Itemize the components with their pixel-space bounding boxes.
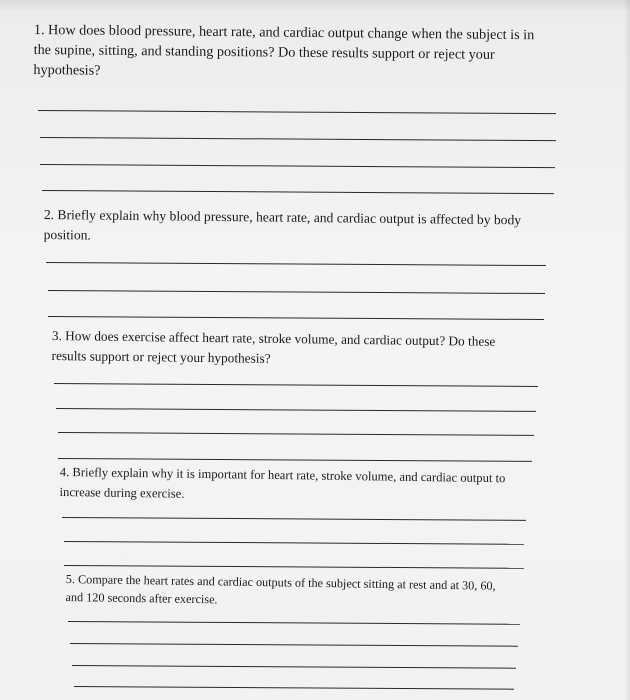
question-2-line-2: position. <box>43 226 91 243</box>
answer-line <box>54 383 538 387</box>
answer-line <box>56 408 536 412</box>
question-3 <box>51 326 495 372</box>
question-2-line-1: 2. Briefly explain why blood pressure, heart rate, and cardiac output is affected by body <box>43 206 522 228</box>
answer-line <box>58 432 534 436</box>
answer-line <box>40 164 555 168</box>
answer-line <box>40 137 556 141</box>
question-4-line-2: increase during exercise. <box>59 484 185 501</box>
answer-line <box>58 458 532 462</box>
answer-line <box>74 686 514 690</box>
question-1-line-2: the supine, sitting, and standing positions? Do these results support or reject your <box>33 41 495 63</box>
question-4 <box>59 462 505 508</box>
page-edge-shadow <box>624 0 630 700</box>
question-1-line-3: hypothesis? <box>33 61 101 79</box>
question-1-line-1: 1. How does blood pressure, heart rate, and cardiac output change when the subject is in <box>33 21 535 44</box>
answer-line <box>48 316 544 320</box>
answer-line <box>48 290 545 294</box>
question-3-line-1: 3. How does exercise affect heart rate, stroke volume, and cardiac output? Do these <box>51 327 496 349</box>
answer-line <box>68 621 520 625</box>
answer-line <box>62 517 526 521</box>
answer-line <box>46 262 546 266</box>
question-4-line-1: 4. Briefly explain why it is important for heart rate, stroke volume, and cardiac output to <box>59 464 506 486</box>
paper-top-edge <box>0 0 630 12</box>
answer-line <box>72 665 516 669</box>
answer-line <box>38 110 556 114</box>
answer-line <box>64 541 524 545</box>
question-3-line-2: results support or reject your hypothesis? <box>51 347 271 366</box>
question-5-line-1: 5. Compare the heart rates and cardiac outputs of the subject sitting at rest and at 30, 60, <box>65 571 496 593</box>
question-1 <box>33 20 534 85</box>
question-2 <box>44 205 522 250</box>
answer-line <box>42 190 554 194</box>
question-5 <box>65 570 495 613</box>
question-5-line-2: and 120 seconds after exercise. <box>65 589 218 607</box>
answer-line <box>70 643 518 647</box>
answer-line <box>64 565 524 569</box>
